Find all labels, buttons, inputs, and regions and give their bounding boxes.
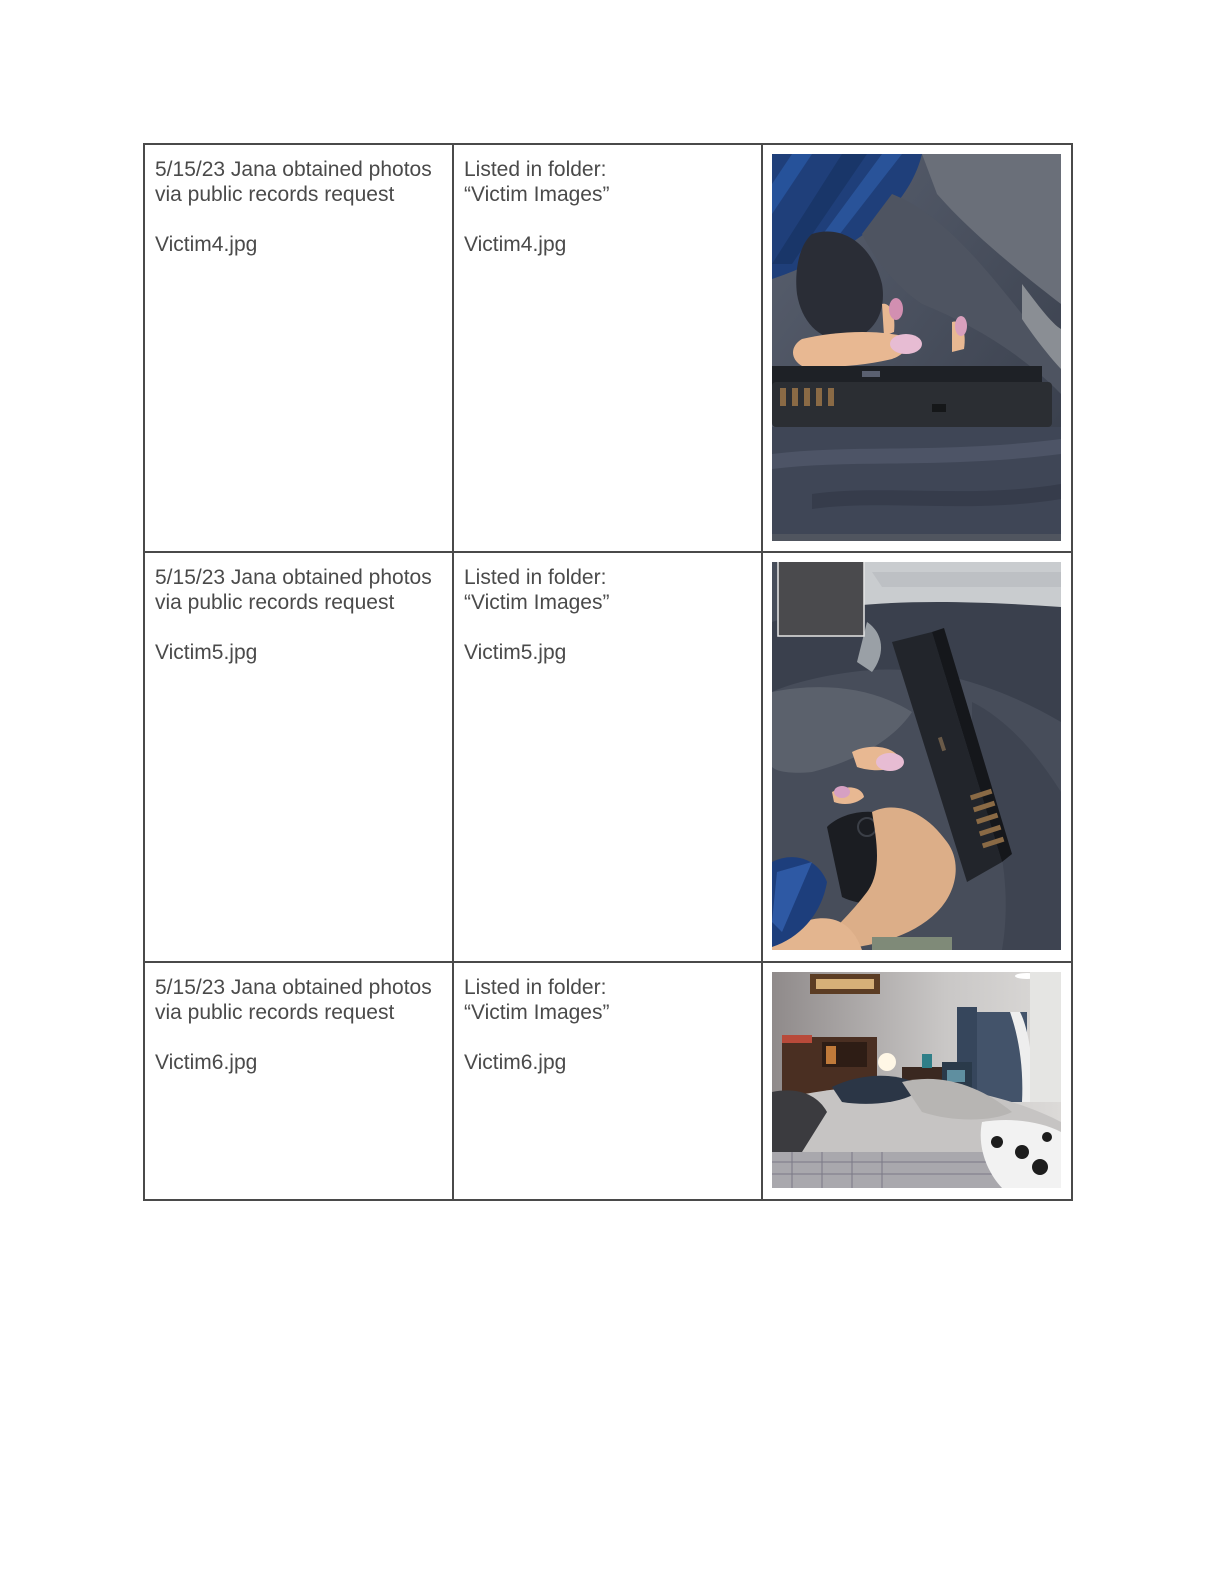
description-line: 5/15/23 Jana obtained photos xyxy=(155,566,432,589)
file-name: Victim5.jpg xyxy=(464,641,567,664)
location-cell xyxy=(453,552,762,962)
hand-gripping-pistol-photo xyxy=(772,562,1061,950)
table-row xyxy=(144,962,1072,1200)
description-line: via public records request xyxy=(155,1001,395,1024)
evidence-table xyxy=(143,143,1073,1201)
table-row xyxy=(144,552,1072,962)
description-cell xyxy=(144,962,453,1200)
folder-label: Listed in folder: xyxy=(464,566,607,589)
location-cell xyxy=(453,144,762,552)
folder-name: “Victim Images” xyxy=(464,183,610,206)
folder-label: Listed in folder: xyxy=(464,158,607,181)
location-cell xyxy=(453,962,762,1200)
photo-cell xyxy=(762,144,1072,552)
description-line: via public records request xyxy=(155,183,395,206)
file-name: Victim5.jpg xyxy=(155,641,258,664)
description-line: via public records request xyxy=(155,591,395,614)
hand-holding-pistol-on-bed-photo xyxy=(772,154,1061,541)
bedroom-interior-photo xyxy=(772,972,1061,1188)
file-name: Victim6.jpg xyxy=(155,1051,258,1074)
photo-cell xyxy=(762,962,1072,1200)
file-name: Victim6.jpg xyxy=(464,1051,567,1074)
description-cell xyxy=(144,144,453,552)
description-line: 5/15/23 Jana obtained photos xyxy=(155,158,432,181)
folder-name: “Victim Images” xyxy=(464,1001,610,1024)
folder-label: Listed in folder: xyxy=(464,976,607,999)
description-line: 5/15/23 Jana obtained photos xyxy=(155,976,432,999)
file-name: Victim4.jpg xyxy=(155,233,258,256)
folder-name: “Victim Images” xyxy=(464,591,610,614)
table-row xyxy=(144,144,1072,552)
photo-cell xyxy=(762,552,1072,962)
description-cell xyxy=(144,552,453,962)
file-name: Victim4.jpg xyxy=(464,233,567,256)
